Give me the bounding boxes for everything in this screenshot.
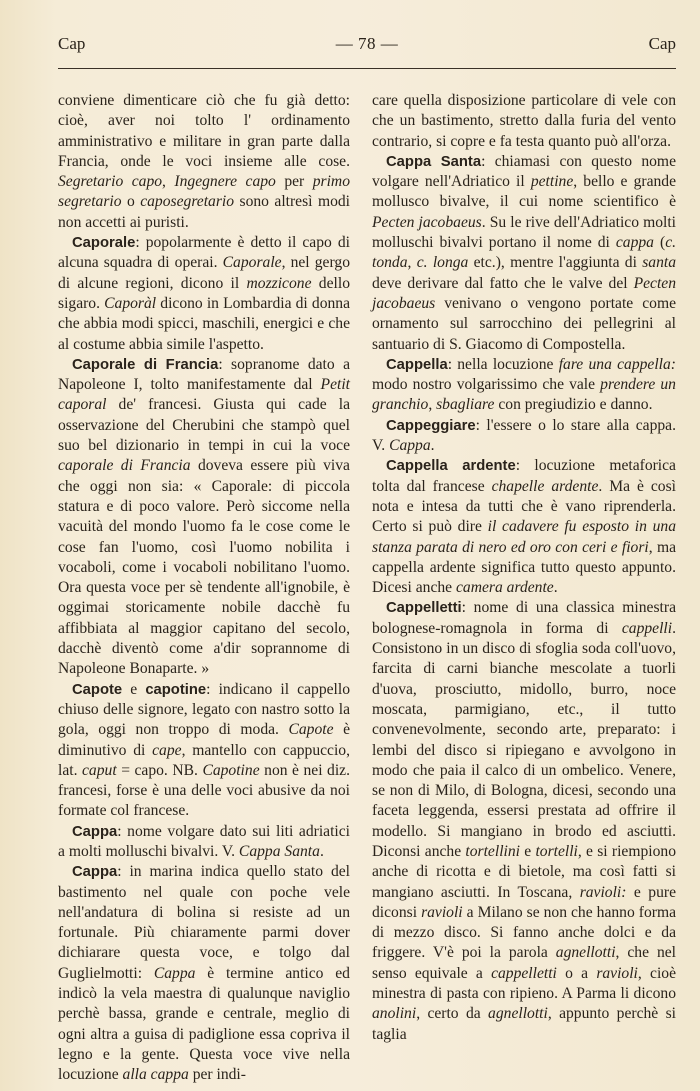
entry-headword: Caporale — [72, 235, 136, 252]
body-text: venivano o vengono portate come ornamento sul sarrocchino dei pellegrini al santuario di S. Giacomo di Compostella. — [372, 294, 676, 353]
right-column — [372, 91, 676, 1086]
entry-headword: Cappelletti — [386, 600, 462, 617]
body-text: , — [407, 254, 417, 272]
italic-text: anolini — [372, 1005, 417, 1023]
body-text: dello sigaro. — [58, 274, 350, 312]
body-text: a Milano se non che hanno forma di mezzo disco. Si fanno anche dolci e da friggere. V'è poi la parola — [372, 903, 676, 962]
entry-continuation — [58, 91, 350, 233]
body-text: conviene dimenticare ciò che fu già detto: cioè, aver noi tolto l' ordinamento amministrativo e militare in gran parte dalla Francia, onde le voci insieme alle cose. — [58, 92, 350, 170]
italic-text: ravioli — [421, 903, 463, 921]
dictionary-entry — [372, 416, 676, 457]
header-right-word: Cap — [648, 34, 676, 53]
body-text: : locuzione metaforica tolta dal francese — [372, 457, 676, 495]
body-text: : indicano il cappello chiuso delle signore, legato con nastro sotto la gola, oggi non troppo di moda. — [58, 680, 351, 739]
entry-headword: Caporale di Francia — [72, 356, 219, 373]
body-text: , — [162, 173, 175, 191]
italic-text: Caporale — [222, 254, 282, 272]
entry-headword: Cappeggiare — [386, 417, 476, 434]
italic-text: caposegretario — [140, 193, 235, 211]
body-text: . — [430, 437, 435, 455]
italic-text: il cadavere fu esposto in una stanza parata di nero ed oro con ceri e fiori — [372, 518, 676, 556]
italic-text: pettine — [530, 173, 574, 191]
body-text: . Ma è così nota e intesa da tutti che è vano riprenderla. Certo si può dire — [372, 477, 677, 536]
body-text: e — [519, 842, 536, 860]
page-number: — 78 — — [335, 34, 399, 53]
body-text: : sopranome dato a Napoleone I, tolto manifestamente dal — [58, 355, 351, 394]
body-text: = capo. NB. — [116, 761, 203, 779]
body-text: etc.), mentre l'aggiunta di — [468, 254, 643, 272]
entry-headword: Cappella ardente — [386, 458, 516, 475]
body-text: : nella locuzione — [447, 355, 559, 373]
body-text: : chiamasi con questo nome volgare nell'Adriatico il — [372, 152, 676, 191]
body-text: per — [275, 173, 313, 191]
italic-text: agnellotti — [488, 1005, 548, 1023]
body-text: , — [428, 396, 437, 414]
body-text: . Su le rive dell'Adriatico molti molluschi bivalvi portano il nome di — [372, 213, 676, 252]
entry-headword: Capote — [72, 681, 123, 698]
italic-text: tortelli — [535, 842, 578, 860]
two-column-body — [58, 91, 676, 1086]
body-text: sono altresì modi non accetti ai puristi. — [58, 193, 351, 231]
header-left-word: Cap — [58, 34, 86, 53]
italic-text: Capotine — [202, 761, 260, 779]
body-text: o a — [556, 964, 597, 982]
italic-text: sbagliare — [436, 396, 495, 414]
italic-text: Petit caporal — [58, 376, 350, 414]
body-text: , cioè minestra di pasta con ripieno. A Parma li dicono — [372, 964, 677, 1003]
italic-text: cappa — [615, 234, 654, 252]
italic-text: Cappa — [153, 964, 196, 982]
italic-text: cappelli — [621, 619, 673, 637]
italic-text: fare una cappella: — [558, 355, 676, 373]
italic-text: c. longa — [416, 254, 469, 272]
entry-headword: Cappa Santa — [386, 153, 482, 170]
italic-text: Capote — [288, 721, 334, 739]
body-text: . Consistono in un disco di sfoglia soda coll'uovo, farcita di carni bianche mescolate a tuorli d'uova, prosciutto, midollo, burro, noce moscata, parmigiano, etc., il tutto convenevolmente, secondo arte, preparato: i lembi del disco si ripiegano e avvolgono in modo che paia il calco di un ombelico. Venere, se non di Milo, di Bologna, dicesi, secondo una faceta leggenda, essersi prestata ad offrire il modello. Si mangiano in brodo ed asciutti. Diconsi anche — [372, 619, 676, 860]
entry-headword: Cappa — [72, 864, 118, 881]
italic-text: Ingegnere capo — [174, 173, 276, 191]
italic-text: tortellini — [465, 842, 520, 860]
body-text: è termine antico ed indicò la vela maestra di qualunque naviglio perchè bassa, grande e centrale, meglio di ogni altra a guisa di padiglione essa copriva il legno e la gente. Questa voce vive nella locuzione — [58, 964, 350, 1084]
body-text: , mantello con cappuccio, lat. — [58, 741, 350, 779]
running-header — [58, 34, 676, 58]
italic-text: Cappa Santa — [238, 842, 320, 860]
body-text: : nome volgare dato sui liti adriatici a molti molluschi bivalvi. V. — [58, 822, 350, 860]
dictionary-entry — [372, 598, 676, 1045]
dictionary-entry — [372, 355, 676, 416]
dictionary-entry — [58, 862, 350, 1085]
body-text: per indi- — [188, 1066, 246, 1084]
left-column — [58, 91, 350, 1086]
dictionary-entry — [58, 822, 350, 863]
body-text: dicono in Lombardia di donna che abbia modi spicci, maschili, energici e che al costume abbia simile l'aspetto. — [58, 294, 351, 353]
body-text: , e si riempiono anche di ricotta e di bietole, ma così fatti si mangiano asciutti. In Toscana, — [372, 842, 677, 901]
body-text: care quella disposizione particolare di vele con che un bastimento, stretto dalla furia del vento contrario, si copre e fa testa quanto può all'orza. — [372, 92, 676, 150]
body-text: modo nostro volgarissimo che vale — [372, 376, 601, 394]
italic-text: agnellotti — [555, 944, 616, 962]
body-text: e — [122, 680, 146, 698]
dictionary-entry — [372, 456, 676, 598]
italic-text: Pecten jacobaeus — [372, 274, 676, 312]
italic-text: ravioli — [596, 964, 638, 982]
dictionary-entry — [58, 355, 350, 680]
body-text: : in marina indica quello stato del bastimento nel quale con poche vele nell'andatura di bolina si resiste ad un fortunale. Più chiaramente parmi dover dichiarare questa voce, e tolgo dal Guglielmotti: — [58, 863, 350, 982]
italic-text: primo segretario — [58, 173, 350, 211]
italic-text: ravioli: — [579, 883, 627, 901]
body-text: o — [121, 193, 141, 211]
entry-headword: capotine — [145, 681, 207, 698]
entry-continuation — [372, 91, 676, 152]
italic-text: Pecten jacobaeus — [372, 213, 482, 231]
body-text: non è nei diz. francesi, forse è una delle voci abusive da noi formate col francese. — [58, 761, 351, 820]
body-text: deve derivare dal fatto che le valve del — [372, 274, 634, 292]
entry-headword: Cappa — [72, 823, 118, 840]
italic-text: santa — [642, 254, 676, 272]
body-text: doveva essere più viva che oggi non sia: « Caporale: di piccola statura e di poco valore. Però siccome nella vacuità del mondo l'uomo fa le cose come le cose fan l'uomo, così l'uomo nobilita i vocaboli, come i vocaboli nobilitano l'uomo. Ora questa voce per sè tendente all'ignobile, è oggimai storicamente nobile dacchè fu affibbiata al maggior capitano del secolo, dacchè diventò come a'dir soprannome di Napoleone Bonaparte. » — [58, 457, 350, 678]
italic-text: c. tonda — [372, 234, 677, 272]
body-text: , che nel senso equivale a — [372, 944, 676, 982]
body-text: e pure diconsi — [372, 883, 676, 921]
body-text: è diminutivo di — [58, 721, 350, 759]
italic-text: Cappa — [389, 437, 431, 455]
dictionary-entry — [58, 680, 350, 822]
italic-text: cappelletti — [491, 964, 557, 982]
entry-headword: Cappella — [386, 356, 448, 373]
body-text: con pregiudizio e danno. — [494, 396, 653, 414]
body-text: , certo da — [416, 1005, 489, 1023]
italic-text: mozzicone — [246, 274, 312, 292]
italic-text: chapelle ardente — [491, 477, 599, 495]
italic-text: cape — [152, 741, 182, 759]
body-text: de' francesi. Giusta qui cade la osservazione del Cherubini che stampò quel suo bel dizionario in tempi in cui la voce — [58, 396, 350, 455]
body-text: . — [319, 842, 324, 860]
italic-text: Caporàl — [104, 294, 157, 312]
dictionary-entry — [58, 233, 350, 355]
body-text: , ma cappella ardente significa tutto questo appunto. Dicesi anche — [372, 538, 676, 597]
italic-text: alla cappa — [122, 1066, 189, 1084]
header-rule — [58, 68, 676, 69]
body-text: : nome di una classica minestra bolognese-romagnola in forma di — [372, 599, 676, 637]
italic-text: Segretario capo — [58, 173, 163, 191]
body-text: , nel gergo di alcune regioni, dicono il — [58, 254, 350, 292]
dictionary-entry — [372, 152, 676, 355]
body-text: : l'essere o lo stare alla cappa. V. — [372, 416, 676, 455]
italic-text: camera ardente — [456, 579, 554, 597]
body-text: : popolarmente è detto il capo di alcuna squadra di operai. — [58, 234, 350, 272]
italic-text: prendere un granchio — [372, 376, 676, 414]
body-text: . — [553, 579, 558, 597]
body-text: , bello e grande mollusco bivalve, il cui nome scientifico è — [372, 173, 677, 211]
body-text: , appunto perchè si taglia — [372, 1005, 676, 1043]
italic-text: caput — [82, 761, 117, 779]
italic-text: caporale di Francia — [58, 457, 191, 475]
body-text: ( — [653, 234, 666, 252]
